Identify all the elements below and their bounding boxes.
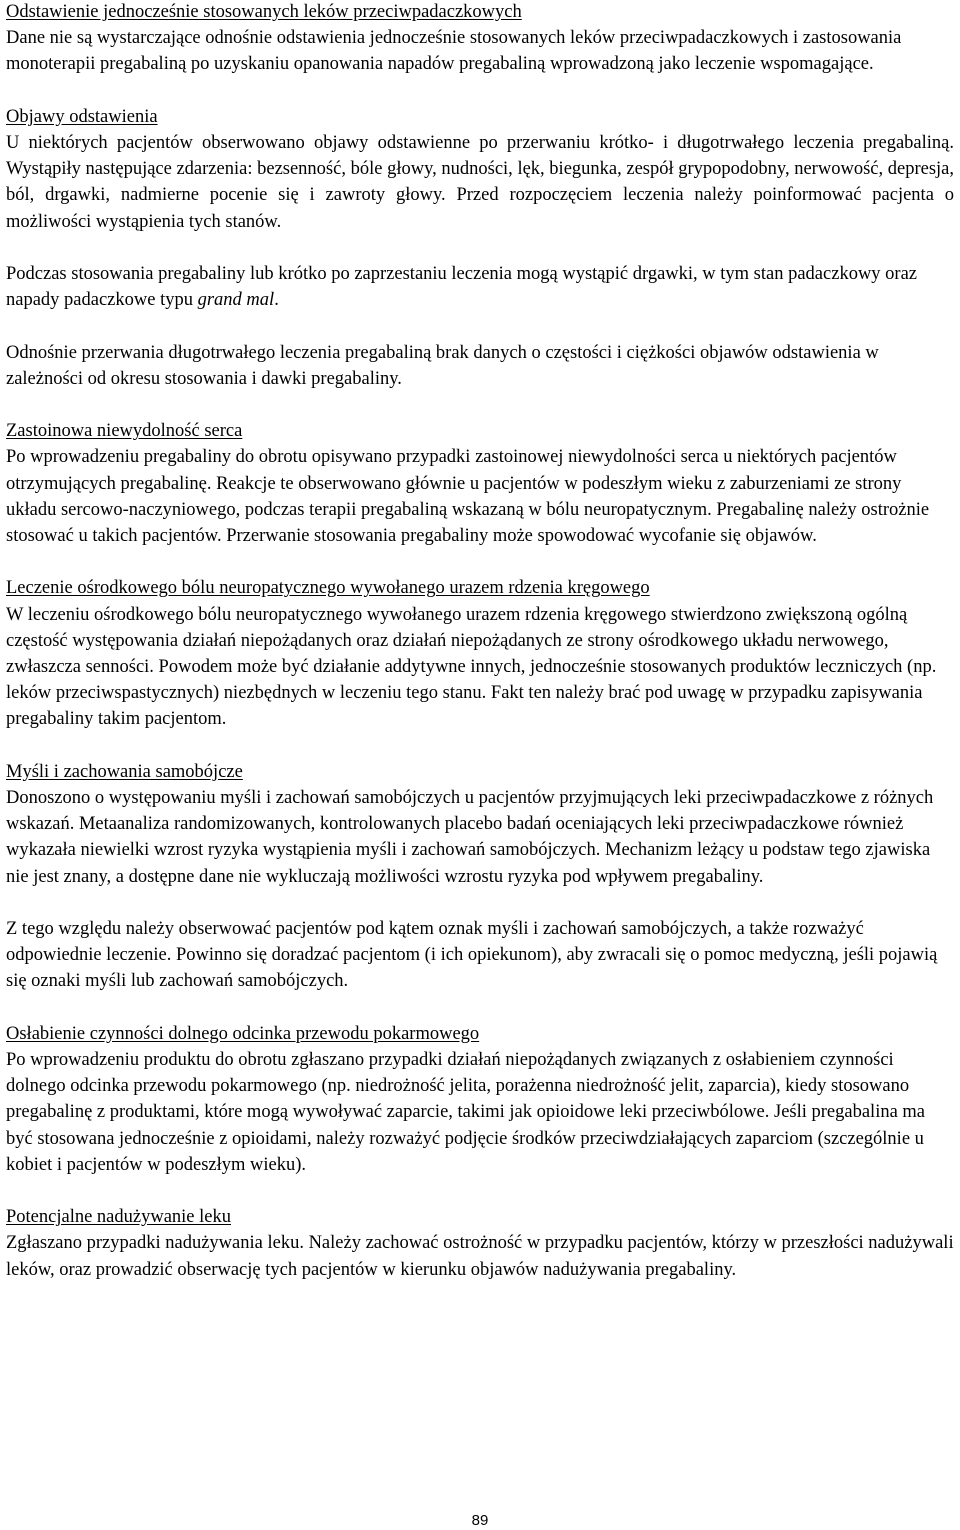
heading-withdrawal-combo: Odstawienie jednocześnie stosowanych leków przeciwpadaczkowych bbox=[6, 2, 522, 22]
paragraph-suicidal-monitoring: Z tego względu należy obserwować pacjentów pod kątem oznak myśli i zachowań samobójczych, a także rozważyć odpowiednie leczenie. Powinno się doradzać pacjentom (i ich opiekunom), aby zwracali się o pomoc medyczną, jeśli pojawią się oznaki myśli lub zachowań samobójczych. bbox=[6, 919, 938, 992]
paragraph-seizures bbox=[6, 261, 954, 313]
spacer bbox=[6, 549, 954, 575]
spacer bbox=[6, 890, 954, 916]
paragraph-heart-failure: Po wprowadzeniu pregabaliny do obrotu opisywano przypadki zastoinowej niewydolności serca u niektórych pacjentów otrzymujących pregabalinę. Reakcje te obserwowano głównie u pacjentów w podeszłym wieku z zaburzeniami ze strony układu sercowo-naczyniowego, podczas terapii pregabaliną wskazaną w bólu neuropatycznym. Pregabalinę należy ostrożnie stosować u takich pacjentów. Przerwanie stosowania pregabaliny może spowodować wycofanie się objawów. bbox=[6, 447, 930, 546]
page-number: 89 bbox=[471, 1512, 489, 1529]
spacer bbox=[6, 1178, 954, 1204]
paragraph-abuse: Zgłaszano przypadki nadużywania leku. Należy zachować ostrożność w przypadku pacjentów, którzy w przeszłości nadużywali leków, oraz prowadzić obserwację tych pacjentów w kierunku objawów nadużywania pregabaliny. bbox=[6, 1233, 954, 1280]
seizures-italic-term: grand mal bbox=[197, 290, 275, 311]
seizures-text: Podczas stosowania pregabaliny lub krótko po zaprzestaniu leczenia mogą wystąpić drgawki, w tym stan padaczkowy oraz napady padaczkowe typu bbox=[6, 264, 918, 311]
heading-spinal-pain: Leczenie ośrodkowego bólu neuropatycznego wywołanego urazem rdzenia kręgowego bbox=[6, 578, 650, 599]
spacer bbox=[6, 733, 954, 759]
spacer bbox=[6, 78, 954, 104]
spacer bbox=[6, 995, 954, 1021]
spacer bbox=[6, 235, 954, 261]
spacer bbox=[6, 392, 954, 418]
heading-withdrawal-symptoms: Objawy odstawienia bbox=[6, 106, 158, 127]
spacer bbox=[6, 313, 954, 339]
paragraph-withdrawal-symptoms: U niektórych pacjentów obserwowano objawy odstawienne po przerwaniu krótko- i długotrwałego leczenia pregabaliną. Wystąpiły następujące zdarzenia: bezsenność, bóle głowy, nudności, lęk, biegunka, zespół grypopodobny, nerwowość, depresja, ból, drgawki, nadmierne pocenie się i zawroty głowy. Przed rozpoczęciem leczenia należy poinformować pacjenta o możliwości wystąpienia tych stanów. bbox=[6, 133, 954, 232]
heading-suicidal: Myśli i zachowania samobójcze bbox=[6, 761, 243, 782]
paragraph-long-term-withdrawal: Odnośnie przerwania długotrwałego leczenia pregabaliną brak danych o częstości i ciężkości objawów odstawienia w zależności od okresu stosowania i dawki pregabaliny. bbox=[6, 342, 879, 389]
paragraph-spinal-pain: W leczeniu ośrodkowego bólu neuropatycznego wywołanego urazem rdzenia kręgowego stwierdzono zwiększoną ogólną częstość występowania działań niepożądanych oraz działań niepożądanych ze strony ośrodkowego układu nerwowego, zwłaszcza senności. Powodem może być działanie addytywne innych, jednocześnie stosowanych produktów leczniczych (np. leków przeciwspastycznych) niezbędnych w leczeniu tego stanu. Fakt ten należy brać pod uwagę w przypadku zapisywania pregabaliny takim pacjentom. bbox=[6, 604, 937, 730]
heading-abuse: Potencjalne nadużywanie leku bbox=[6, 1207, 231, 1228]
paragraph-withdrawal-combo: Dane nie są wystarczające odnośnie odstawienia jednocześnie stosowanych leków przeciwpadaczkowych i zastosowania monoterapii pregabaliną po uzyskaniu opanowania napadów pregabaliną wprowadzoną jako leczenie wspomagające. bbox=[6, 28, 902, 75]
seizures-text-end: . bbox=[274, 290, 279, 311]
paragraph-gi: Po wprowadzeniu produktu do obrotu zgłaszano przypadki działań niepożądanych związanych z osłabieniem czynności dolnego odcinka przewodu pokarmowego (np. niedrożność jelita, porażenna niedrożność jelit, zaparcia), kiedy stosowano pregabalinę z produktami, które mogą wywoływać zaparcie, takimi jak opioidowe leki przeciwbólowe. Jeśli pregabalina ma być stosowana jednocześnie z opioidami, należy rozważyć podjęcie środków przeciwdziałających zaparciom (szczególnie u kobiet i pacjentów w podeszłym wieku). bbox=[6, 1050, 926, 1175]
document-page bbox=[6, 0, 954, 1283]
heading-heart-failure: Zastoinowa niewydolność serca bbox=[6, 421, 243, 442]
heading-gi: Osłabienie czynności dolnego odcinka przewodu pokarmowego bbox=[6, 1023, 480, 1044]
paragraph-suicidal: Donoszono o występowaniu myśli i zachowań samobójczych u pacjentów przyjmujących leki przeciwpadaczkowe z różnych wskazań. Metaanaliza randomizowanych, kontrolowanych placebo badań oceniających leki przeciwpadaczkowe również wykazała niewielki wzrost ryzyka wystąpienia myśli i zachowań samobójczych. Mechanizm leżący u podstaw tego zjawiska nie jest znany, a dostępne dane nie wykluczają możliwości wzrostu ryzyka pod wpływem pregabaliny. bbox=[6, 788, 934, 887]
